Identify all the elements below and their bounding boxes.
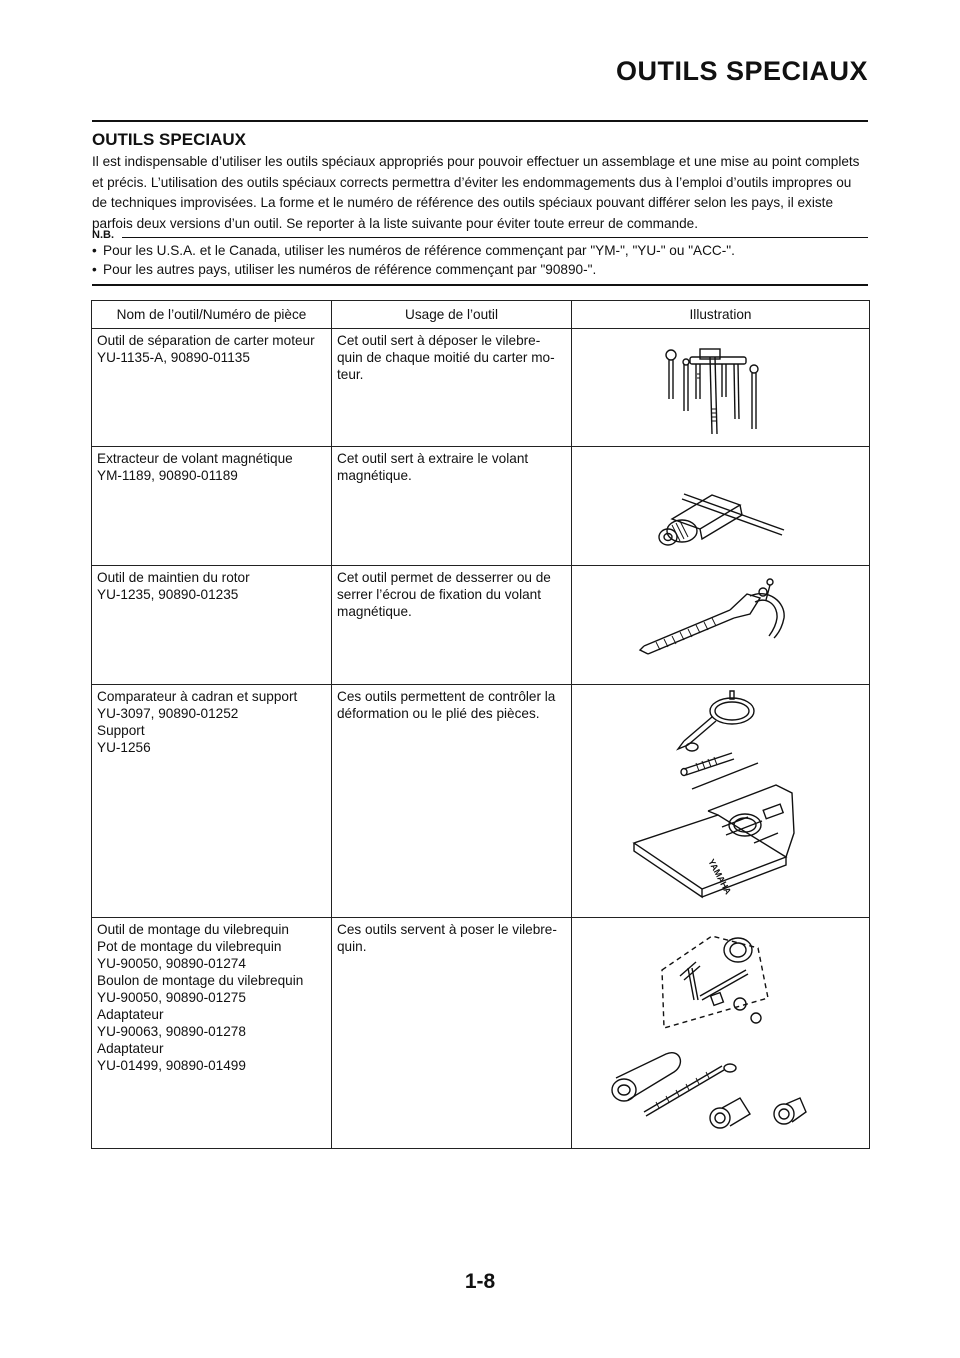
column-header-illustration: Illustration	[572, 301, 870, 329]
nb-label: N.B.	[92, 229, 114, 241]
part-number: YU-1256	[97, 740, 151, 755]
usage-line: teur.	[337, 367, 364, 382]
usage-line: Ces outils permettent de contrôler la	[337, 689, 556, 704]
part-number: YM-1189, 90890-01189	[97, 468, 238, 483]
dial-gauge-and-stand-icon	[572, 685, 870, 917]
illustration-cell	[572, 329, 870, 447]
tool-name: Comparateur à cadran et support	[97, 689, 298, 704]
usage-line: Cet outil sert à déposer le vilebre-	[337, 333, 541, 348]
tool-name: Boulon de montage du vilebrequin	[97, 973, 304, 988]
rotor-holding-tool-icon	[572, 566, 870, 684]
flywheel-puller-icon	[572, 447, 870, 565]
case-brand-label: YAMAHA	[706, 857, 734, 897]
header-rule	[92, 120, 868, 122]
illustration-cell	[572, 447, 870, 566]
usage-line: serrer l’écrou de fixation du volant	[337, 587, 542, 602]
tool-usage-cell	[332, 918, 572, 1149]
table-row	[92, 918, 870, 1149]
tool-usage-cell	[332, 685, 572, 918]
tool-name-cell	[92, 566, 332, 685]
usage-line: déformation ou le plié des pièces.	[337, 706, 540, 721]
illustration-cell	[572, 566, 870, 685]
tool-name: Adaptateur	[97, 1007, 164, 1022]
tool-name-cell	[92, 329, 332, 447]
usage-line: Ces outils servent à poser le vilebre-	[337, 922, 557, 937]
column-header-usage: Usage de l’outil	[332, 301, 572, 329]
tool-name: Extracteur de volant magnétique	[97, 451, 293, 466]
nb-list	[92, 242, 868, 279]
table-row	[92, 329, 870, 447]
table-row	[92, 685, 870, 918]
tool-name: Support	[97, 723, 145, 738]
table-header-row	[92, 301, 870, 329]
part-number: YU-90050, 90890-01274	[97, 956, 246, 971]
nb-item: • Pour les U.S.A. et le Canada, utiliser les numéros de référence commençant par "YM-", "YU-" ou "ACC-".	[92, 242, 868, 261]
tool-name: Outil de maintien du rotor	[97, 570, 250, 585]
tool-usage-cell	[332, 447, 572, 566]
usage-line: magnétique.	[337, 468, 412, 483]
crankcase-separating-tool-icon	[572, 329, 870, 446]
illustration-cell	[572, 685, 870, 918]
page-number: 1-8	[464, 1270, 496, 1293]
tool-name-cell	[92, 447, 332, 566]
tool-name: Adaptateur	[97, 1041, 164, 1056]
part-number: YU-90063, 90890-01278	[97, 1024, 246, 1039]
intro-paragraph: Il est indispensable d’utiliser les outils spéciaux appropriés pour pouvoir effectuer un assemblage et une mise au point complets et précis. L’utilisation des outils spéciaux corrects permettra d’éviter les endommagements dus à l’emploi d’outils impropres ou de techniques improvisées. La forme et le numéro de référence des outils spéciaux pouvant différer selon les pays, il existe parfois deux versions d’un outil. Se reporter à la liste suivante pour éviter toute erreur de commande.	[92, 154, 860, 231]
tool-name-cell	[92, 685, 332, 918]
nb-rule	[122, 237, 868, 238]
nb-end-rule	[92, 284, 868, 286]
illustration-cell	[572, 918, 870, 1149]
nb-item: • Pour les autres pays, utiliser les numéros de référence commençant par "90890-".	[92, 261, 868, 280]
part-number: YU-01499, 90890-01499	[97, 1058, 246, 1073]
table-row	[92, 447, 870, 566]
tool-name: Outil de séparation de carter moteur	[97, 333, 315, 348]
usage-line: Cet outil sert à extraire le volant	[337, 451, 529, 466]
tool-name: Pot de montage du vilebrequin	[97, 939, 282, 954]
column-header-name: Nom de l’outil/Numéro de pièce	[92, 301, 332, 329]
usage-line: quin.	[337, 939, 367, 954]
usage-line: Cet outil permet de desserrer ou de	[337, 570, 551, 585]
special-tools-table	[91, 300, 870, 1149]
part-number: YU-1235, 90890-01235	[97, 587, 239, 602]
page-title: OUTILS SPECIAUX	[615, 56, 868, 86]
part-number: YU-3097, 90890-01252	[97, 706, 239, 721]
tool-name: Outil de montage du vilebrequin	[97, 922, 289, 937]
usage-line: quin de chaque moitié du carter mo-	[337, 350, 555, 365]
section-title: OUTILS SPECIAUX	[92, 130, 246, 149]
table-row	[92, 566, 870, 685]
usage-line: magnétique.	[337, 604, 412, 619]
tool-usage-cell	[332, 566, 572, 685]
crankshaft-installer-icon	[572, 918, 870, 1148]
part-number: YU-90050, 90890-01275	[97, 990, 246, 1005]
tool-name-cell	[92, 918, 332, 1149]
tool-usage-cell	[332, 329, 572, 447]
part-number: YU-1135-A, 90890-01135	[97, 350, 250, 365]
